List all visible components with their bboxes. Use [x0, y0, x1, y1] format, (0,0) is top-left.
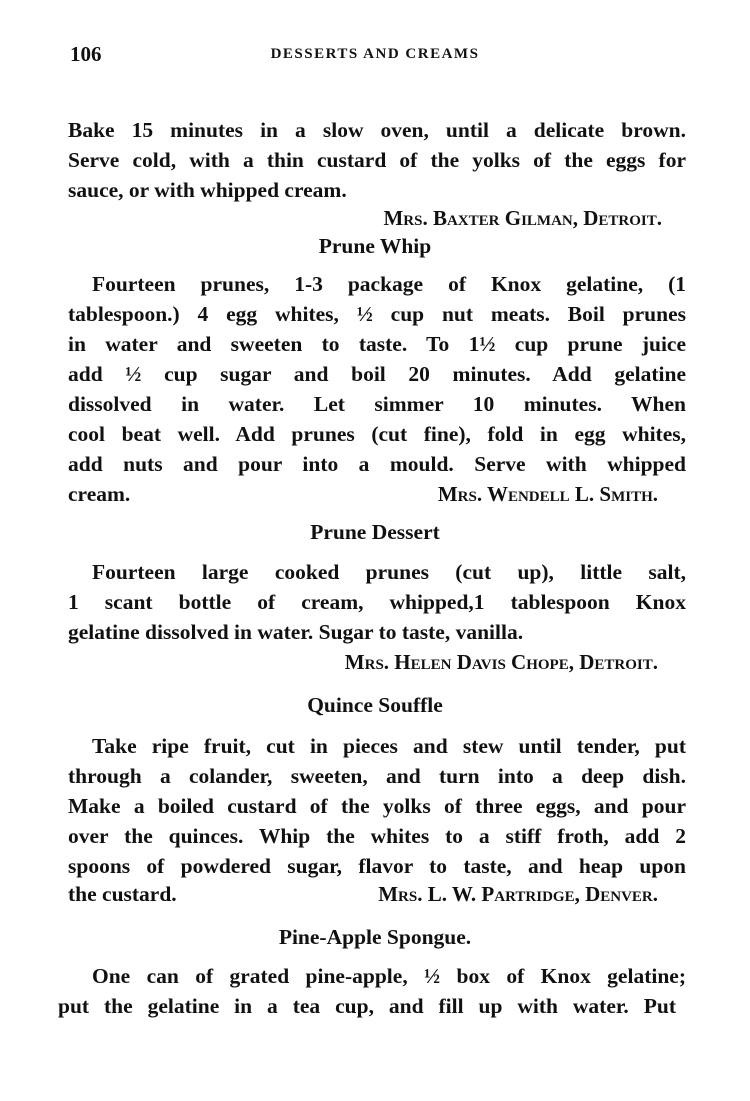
body-line: Bake 15 minutes in a slow oven, until a delicate brown. — [68, 118, 686, 142]
recipe-title: Pine-Apple Spongue. — [278, 925, 472, 949]
body-line: gelatine dissolved in water. Sugar to taste, vanilla. — [68, 620, 524, 644]
body-line: the custard. — [68, 882, 177, 906]
body-line: add nuts and pour into a mould. Serve with whipped — [68, 452, 686, 476]
body-line: tablespoon.) 4 egg whites, ½ cup nut meats. Boil prunes — [68, 302, 686, 326]
body-line: cream. — [68, 482, 131, 506]
body-line: Fourteen large cooked prunes (cut up), little salt, — [92, 560, 686, 584]
body-line: add ½ cup sugar and boil 20 minutes. Add gelatine — [68, 362, 686, 386]
body-line: Make a boiled custard of the yolks of three eggs, and pour — [68, 794, 686, 818]
recipe-title: Quince Souffle — [307, 693, 443, 717]
body-line: through a colander, sweeten, and turn into a deep dish. — [68, 764, 686, 788]
body-line: 1 scant bottle of cream, whipped,1 tablespoon Knox — [68, 590, 686, 614]
attribution: Mrs. Baxter Gilman, Detroit. — [383, 206, 662, 230]
body-line: in water and sweeten to taste. To 1½ cup prune juice — [68, 332, 686, 356]
body-line: put the gelatine in a tea cup, and fill up with water. Put — [58, 994, 676, 1018]
attribution: Mrs. L. W. Partridge, Denver. — [378, 882, 658, 906]
body-line: over the quinces. Whip the whites to a stiff froth, add 2 — [68, 824, 686, 848]
body-line: Take ripe fruit, cut in pieces and stew until tender, put — [92, 734, 686, 758]
attribution: Mrs. Wendell L. Smith. — [437, 482, 658, 506]
body-line: Fourteen prunes, 1-3 package of Knox gelatine, (1 — [92, 272, 686, 296]
body-line: cool beat well. Add prunes (cut fine), fold in egg whites, — [68, 422, 686, 446]
attribution: Mrs. Helen Davis Chope, Detroit. — [344, 650, 658, 674]
page-number: 106 — [70, 42, 102, 66]
body-line: sauce, or with whipped cream. — [68, 178, 347, 202]
body-line: One can of grated pine-apple, ½ box of Knox gelatine; — [92, 964, 686, 988]
running-head: DESSERTS AND CREAMS — [270, 46, 480, 62]
recipe-title: Prune Whip — [318, 234, 432, 258]
body-line: spoons of powdered sugar, flavor to taste, and heap upon — [68, 854, 686, 878]
body-line: dissolved in water. Let simmer 10 minutes. When — [68, 392, 686, 416]
body-line: Serve cold, with a thin custard of the yolks of the eggs for — [68, 148, 686, 172]
recipe-title: Prune Dessert — [310, 520, 440, 544]
